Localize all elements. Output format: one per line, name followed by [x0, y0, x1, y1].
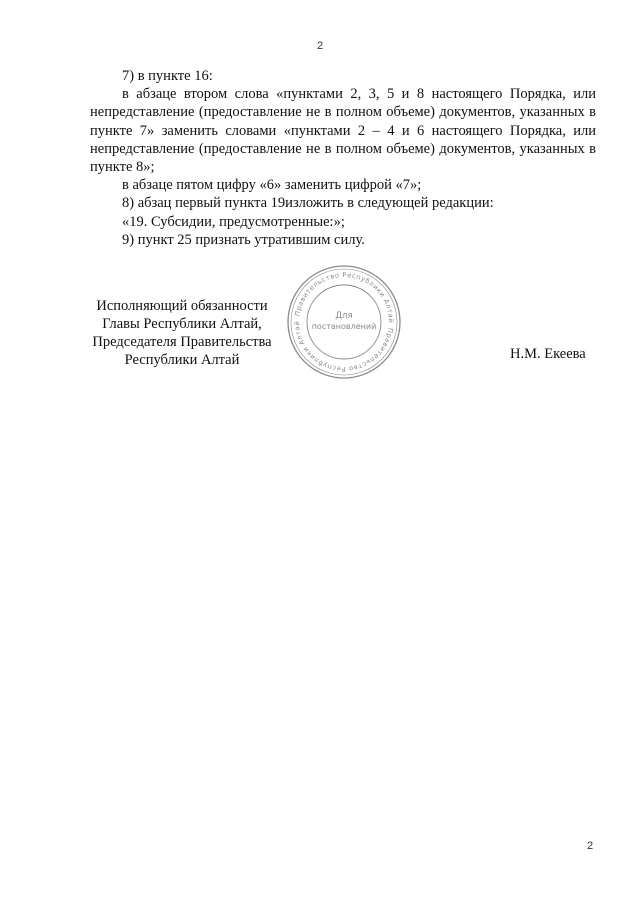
paragraph-item-7: 7) в пункте 16: — [122, 68, 213, 84]
signatory-position-line: Республики Алтай — [124, 352, 240, 368]
signatory-name: Н.М. Екеева — [510, 346, 586, 362]
official-seal-stamp — [284, 262, 404, 382]
signatory-position-line: Председателя Правительства — [92, 334, 272, 350]
footer-page-number: 2 — [587, 840, 594, 852]
header-page-number: 2 — [316, 40, 324, 52]
signatory-position-line: Главы Республики Алтай, — [102, 316, 262, 332]
stamp-inner-line1: Для — [335, 311, 353, 321]
paragraph-item-8: 8) абзац первый пункта 19изложить в следующей редакции: — [122, 195, 494, 212]
paragraph-amendment-second-abzac: в абзаце втором слова «пунктами 2, 3, 5 и 8 настоящего Порядка, или непредставление (предоставление не в полном объеме) документов, указанных в пункте 7» заменить словами «пунктами 2 – 4 и 6 настоящего Порядка, или непредставление (предоставление не в полном объеме) документов, указанных в пункте 8»; — [90, 86, 596, 176]
paragraph-amendment-fifth-abzac: в абзаце пятом цифру «6» заменить цифрой «7»; — [122, 177, 422, 194]
stamp-inner-line2: постановлений — [311, 322, 377, 331]
stamp-outer-text: Правительство Республики Алтай — [293, 270, 396, 324]
signatory-position — [88, 297, 276, 369]
paragraph-item-9: 9) пункт 25 признать утратившим силу. — [122, 231, 365, 248]
document-body — [90, 67, 596, 249]
stamp-outer-text-repeat: Правительство Республики Алтай — [292, 320, 395, 374]
signatory-position-line: Исполняющий обязанности — [96, 298, 268, 314]
paragraph-quote-19: «19. Субсидии, предусмотренные:»; — [122, 213, 345, 230]
